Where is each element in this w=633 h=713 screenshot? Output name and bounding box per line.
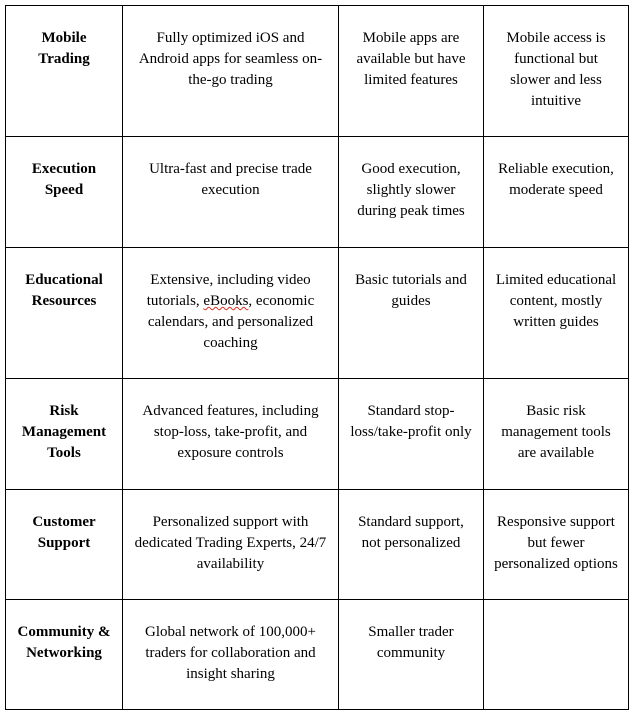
table-cell: Ultra-fast and precise trade execution [123,137,339,248]
table-row-execution-speed [6,137,629,248]
comparison-table [5,5,629,710]
table-cell: Mobile access is functional but slower and less intuitive [484,6,629,137]
table-row-mobile-trading [6,6,629,137]
table-cell: Basic tutorials and guides [339,248,484,379]
table-row-community-networking [6,600,629,710]
table-row-customer-support [6,490,629,600]
table-cell: Basic risk management tools are available [484,379,629,490]
feature-cell-community-networking: Community & Networking [6,600,123,710]
table-row-educational-resources [6,248,629,379]
table-cell: Responsive support but fewer personalized options [484,490,629,600]
feature-cell-risk-management-tools: Risk Management Tools [6,379,123,490]
table-cell: Standard support, not personalized [339,490,484,600]
table-cell: Advanced features, including stop-loss, take-profit, and exposure controls [123,379,339,490]
table-cell [484,600,629,710]
table-cell: Mobile apps are available but have limited features [339,6,484,137]
cell-text: Extensive, including video tutorials, [146,272,311,309]
table-cell: Personalized support with dedicated Trading Experts, 24/7 availability [123,490,339,600]
table-cell: Standard stop-loss/take-profit only [339,379,484,490]
table-row-risk-management-tools [6,379,629,490]
table-cell: Global network of 100,000+ traders for collaboration and insight sharing [123,600,339,710]
cell-text: , economic calendars, and personalized coaching [147,293,315,351]
table-cell: Reliable execution, moderate speed [484,137,629,248]
table-cell: Smaller trader community [339,600,484,710]
table-cell: Limited educational content, mostly written guides [484,248,629,379]
feature-cell-customer-support: Customer Support [6,490,123,600]
feature-cell-execution-speed: Execution Speed [6,137,123,248]
table-cell: Good execution, slightly slower during peak times [339,137,484,248]
spellcheck-marked-word[interactable]: eBooks [203,293,249,309]
table-cell: Fully optimized iOS and Android apps for seamless on-the-go trading [123,6,339,137]
feature-cell-educational-resources: Educational Resources [6,248,123,379]
table-cell [123,248,339,379]
feature-cell-mobile-trading: Mobile Trading [6,6,123,137]
